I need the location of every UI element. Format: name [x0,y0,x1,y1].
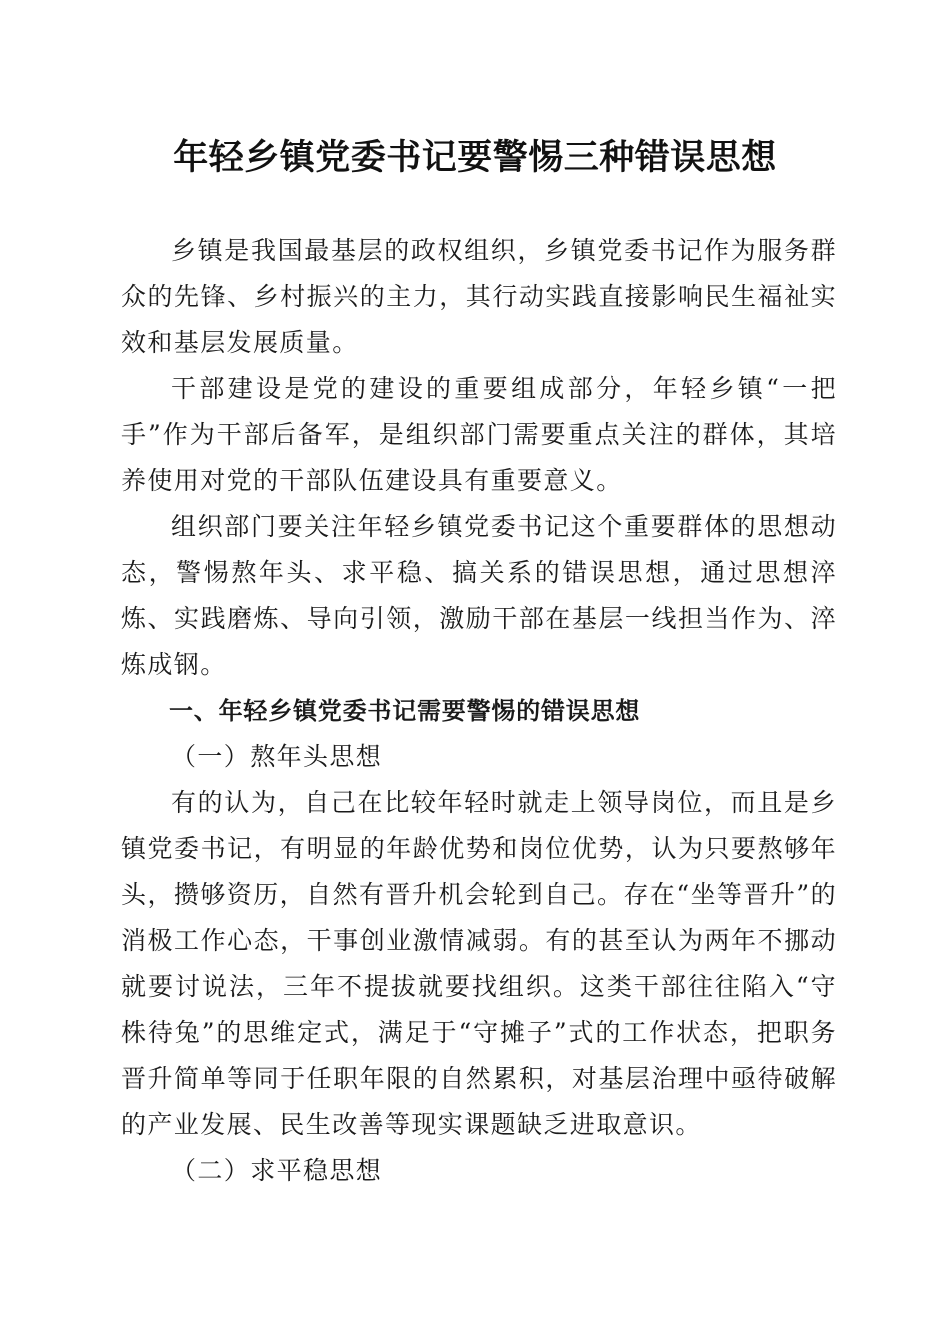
paragraph-intro-3: 组织部门要关注年轻乡镇党委书记这个重要群体的思想动态，警惕熬年头、求平稳、搞关系的错误思想，通过思想淬炼、实践磨炼、导向引领，激励干部在基层一线担当作为、淬炼成钢。 [121,512,837,679]
document-body [121,228,837,1194]
document-title: 年轻乡镇党委书记要警惕三种错误思想 [173,137,777,178]
subsection-heading-2: （二）求平稳思想 [171,1156,383,1185]
paragraph-intro-2: 干部建设是党的建设的重要组成部分，年轻乡镇“一把手”作为干部后备军，是组织部门需要重点关注的群体，其培养使用对党的干部队伍建设具有重要意义。 [121,374,837,495]
subsection-heading-1: （一）熬年头思想 [171,742,383,771]
paragraph-section-1-body-1: 有的认为，自己在比较年轻时就走上领导岗位，而且是乡镇党委书记，有明显的年龄优势和岗位优势，认为只要熬够年头，攒够资历，自然有晋升机会轮到自己。存在“坐等晋升”的消极工作心态，干事创业激情减弱。有的甚至认为两年不挪动就要讨说法，三年不提拔就要找组织。这类干部往往陷入“守株待兔”的思维定式，满足于“守摊子”式的工作状态，把职务晋升简单等同于任职年限的自然累积，对基层治理中亟待破解的产业发展、民生改善等现实课题缺乏进取意识。 [121,788,837,1139]
paragraph-intro-1: 乡镇是我国最基层的政权组织，乡镇党委书记作为服务群众的先锋、乡村振兴的主力，其行动实践直接影响民生福祉实效和基层发展质量。 [121,236,837,357]
section-heading-1: 一、年轻乡镇党委书记需要警惕的错误思想 [169,697,641,725]
